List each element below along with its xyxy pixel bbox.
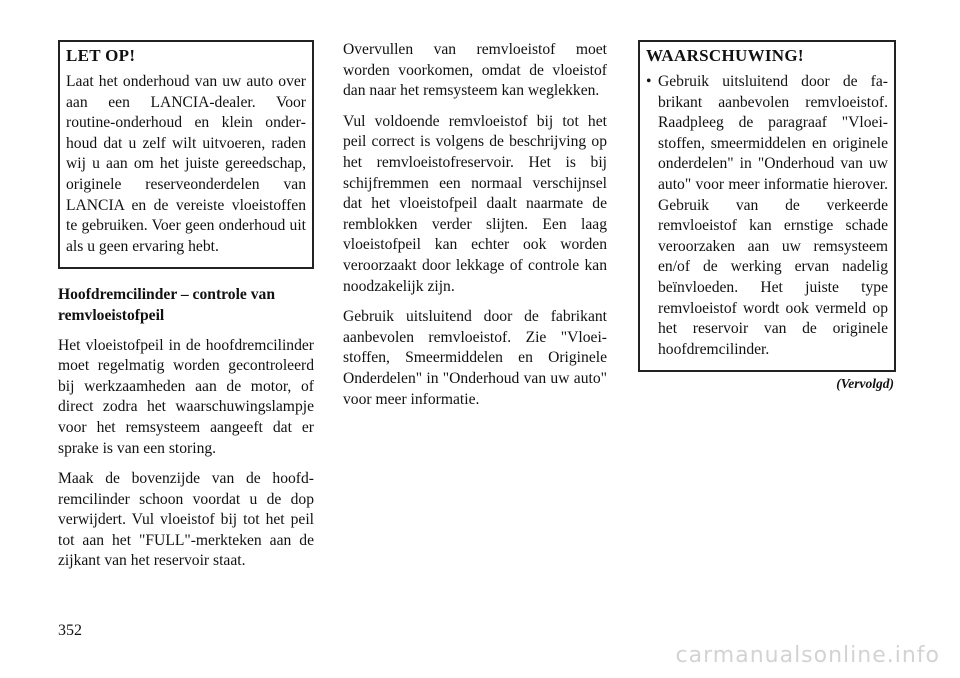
middle-paragraph-3: Gebruik uitsluitend door de fabrikant aanbevolen remvloeistof. Zie "Vloeistoffen, Smeermiddelen en Originele Onderdelen" in "Onderhoud van uw auto" voor meer informatie. [343,308,607,408]
section-paragraph-2: Maak de bovenzijde van de hoofdremcilinder schoon voordat u de dop verwijdert. Vul vloeistof bij tot het peil tot aan het "FULL"-merkteken aan de zijkant van het reservoir staat. [58,470,314,570]
section-heading: Hoofdremcilinder – controle van remvloeistofpeil [58,286,275,324]
middle-paragraph-1: Overvullen van remvloeistof moet worden voorkomen, omdat de vloeistof dan naar het remsysteem kan weglekken. [343,41,607,100]
notice-text: Laat het onderhoud van uw auto over aan een LANCIA-dealer. Voor routine-onderhoud en klein onderhoud dat u zelf wilt uitvoeren, raden wij u aan om het juiste gereedschap, originele reserveonderdelen van LANCIA en de vereiste vloeistoffen te gebruiken. Voer geen onderhoud uit als u geen ervaring hebt. [66,73,306,255]
warning-item: • Gebruik uitsluitend door de fabrikant aanbevolen remvloeistof. Raadpleeg de paragraaf "Vloeistoffen, smeermiddelen en originele onderdelen" in "Onderhoud van uw auto" voor meer informatie hierover. Gebruik van de verkeerde remvloeistof kan ernstige schade veroorzaken aan uw remsysteem en/of de werking ervan nadelig beïnvloeden. Het juiste type remvloeistof wordt ook vermeld op het reservoir van de originele hoofdremcilinder. [646,72,888,360]
notice-title: LET OP! [66,46,136,65]
middle-column [343,40,607,420]
warning-box [638,40,896,372]
notice-box [58,40,314,269]
left-column [58,40,314,582]
section-paragraph-1: Het vloeistofpeil in de hoofdremcilinder moet regelmatig worden gecontroleerd bij werkzaamheden aan de motor, of direct zodra het waarschuwingslampje voor het remsysteem aangeeft dat er sprake is van een storing. [58,336,314,457]
watermark-text: carmanualsonline.info [675,643,940,668]
right-column [638,40,896,392]
page-number: 352 [58,622,82,639]
warning-title: WAARSCHUWING! [646,46,804,65]
continued-label: (Vervolgd) [836,376,894,392]
warning-list [646,72,888,360]
middle-paragraph-2: Vul voldoende remvloeistof bij tot het peil correct is volgens de beschrijving op het remvloeistofreservoir. Het is bij schijfremmen een normaal verschijnsel dat het vloeistofpeil daalt naarmate de remblokken verder slijten. Een laag vloeistofpeil kan echter ook worden veroorzaakt door lekkage of controle kan noodzakelijk zijn. [343,112,607,295]
